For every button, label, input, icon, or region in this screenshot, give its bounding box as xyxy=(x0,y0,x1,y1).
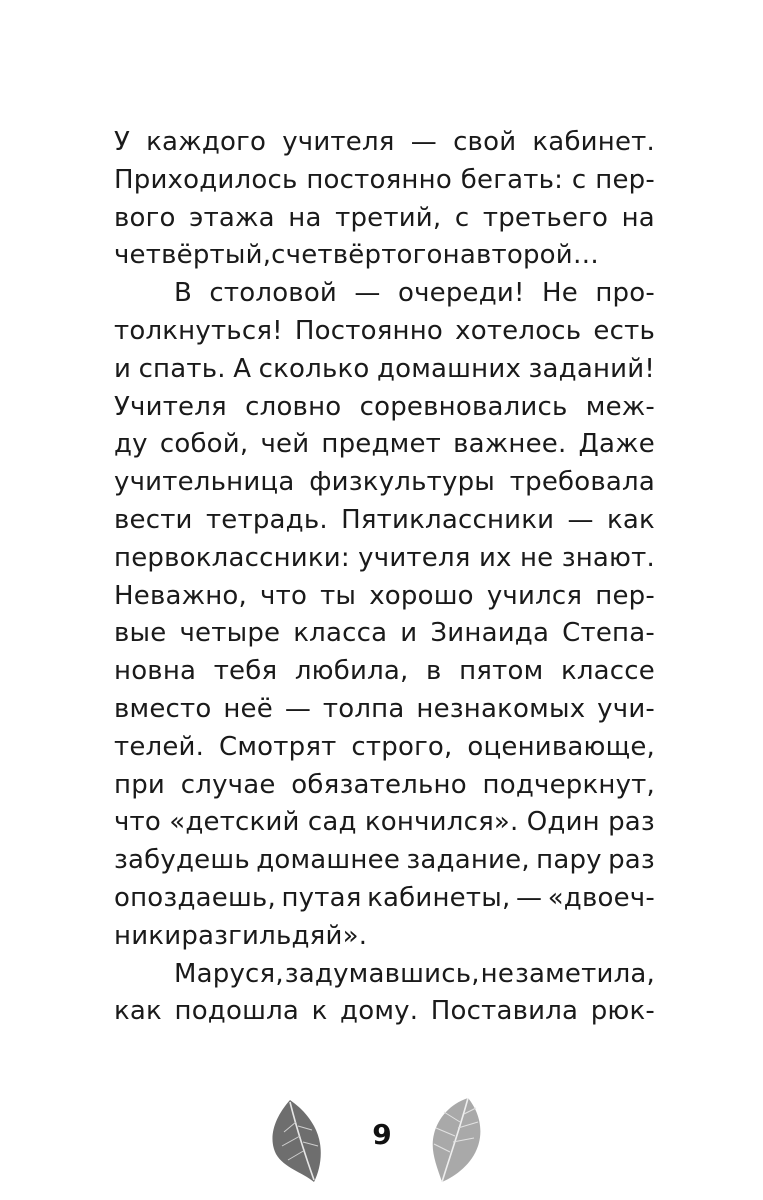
text-line xyxy=(114,767,655,805)
word: чей xyxy=(260,429,310,460)
word: «детский xyxy=(169,807,300,838)
word: Пятиклассники xyxy=(341,504,555,535)
word: опоздаешь, xyxy=(114,882,276,913)
word: что xyxy=(114,807,162,838)
word: требовала xyxy=(509,467,655,498)
word: кабинеты, xyxy=(367,882,511,913)
word: новна xyxy=(114,656,197,687)
word: Постоянно xyxy=(294,315,444,346)
word: и xyxy=(400,618,418,649)
text-line xyxy=(114,313,655,351)
word: классе xyxy=(560,656,655,687)
text-line xyxy=(114,691,655,729)
word: задание, xyxy=(406,845,530,876)
word: вого xyxy=(114,202,176,233)
word: вые xyxy=(114,618,167,649)
word: знают. xyxy=(561,542,655,573)
text-line xyxy=(114,578,655,616)
word: толкнуться! xyxy=(114,315,283,346)
word: как xyxy=(114,996,162,1027)
word: раз xyxy=(608,845,655,876)
word: физкультуры xyxy=(309,467,495,498)
word: с xyxy=(271,240,286,271)
word: задумавшись, xyxy=(284,958,480,989)
word: словно xyxy=(245,391,342,422)
text-line xyxy=(114,200,655,238)
text-line xyxy=(114,729,655,767)
word: телей. xyxy=(114,731,205,762)
word: — xyxy=(410,127,437,157)
word: любила, xyxy=(294,656,409,687)
word: Степа- xyxy=(562,618,655,649)
word: свой xyxy=(453,127,517,157)
word: к xyxy=(311,996,328,1027)
word: ник xyxy=(114,920,165,951)
page-number: 9 xyxy=(372,1118,392,1151)
word: Не xyxy=(542,278,578,309)
word: меж- xyxy=(585,391,655,422)
word: обязательно xyxy=(291,769,467,800)
word: учителя xyxy=(358,542,471,573)
leaf-right-icon xyxy=(420,1090,490,1186)
word: подчеркнут, xyxy=(482,769,655,800)
word: второй… xyxy=(475,240,600,271)
word: «двоеч- xyxy=(547,882,655,913)
word: вести xyxy=(114,504,193,535)
text-line xyxy=(114,389,655,427)
word: учи- xyxy=(597,693,655,724)
text-line xyxy=(114,464,655,502)
word: с xyxy=(454,202,470,233)
text-line xyxy=(114,918,655,956)
word: неё xyxy=(223,693,273,724)
text-line xyxy=(114,351,655,389)
word: — xyxy=(354,278,381,309)
word: на xyxy=(442,240,476,271)
word: на xyxy=(621,202,655,233)
word: их xyxy=(478,542,512,573)
body-text xyxy=(114,124,655,1031)
word: толпа xyxy=(322,693,405,724)
word: Неважно, xyxy=(114,580,247,611)
word: собой, xyxy=(159,429,249,460)
word: А xyxy=(233,353,252,384)
word: не xyxy=(519,542,554,573)
word: Маруся, xyxy=(174,958,284,989)
text-line xyxy=(114,162,655,200)
word: и xyxy=(164,920,182,951)
word: четыре xyxy=(179,618,281,649)
text-line xyxy=(114,275,655,313)
word: путая xyxy=(281,882,362,913)
text-line xyxy=(114,653,655,691)
word: незнакомых xyxy=(416,693,586,724)
word: Поставила xyxy=(430,996,579,1027)
text-line xyxy=(114,804,655,842)
word: тебя xyxy=(213,656,278,687)
word: постоянно xyxy=(306,164,452,195)
word: каждого xyxy=(146,127,267,157)
word: учился xyxy=(486,580,583,611)
text-line xyxy=(114,880,655,918)
word: четвёртый, xyxy=(114,240,272,271)
word: соревновались xyxy=(359,391,568,422)
word: пер- xyxy=(595,164,655,195)
word: этажа xyxy=(189,202,275,233)
text-line xyxy=(114,842,655,880)
word: важнее. xyxy=(453,429,567,460)
word: строго, xyxy=(351,731,453,762)
word: ты xyxy=(320,580,357,611)
text-line xyxy=(114,237,655,275)
word: — xyxy=(515,882,543,913)
word: в xyxy=(426,656,442,687)
page-footer xyxy=(0,1090,763,1200)
text-line xyxy=(114,540,655,578)
word: при xyxy=(114,769,166,800)
text-line xyxy=(114,426,655,464)
word: первоклассники: xyxy=(114,542,350,573)
word: домашнее xyxy=(256,845,401,876)
word: кабинет. xyxy=(532,127,655,157)
word: Учителя xyxy=(114,391,227,422)
text-line xyxy=(114,993,655,1031)
word: В xyxy=(174,278,193,309)
word: пер- xyxy=(595,580,655,611)
word: ду xyxy=(114,429,148,460)
word: У xyxy=(114,127,131,157)
word: столовой xyxy=(209,278,338,309)
word: случае xyxy=(180,769,276,800)
word: тетрадь. xyxy=(205,504,328,535)
word: раз xyxy=(608,807,655,838)
word: пару xyxy=(536,845,602,876)
word: Один xyxy=(526,807,600,838)
word: пятом xyxy=(459,656,544,687)
word: четвёртого xyxy=(285,240,443,271)
word: Приходилось xyxy=(114,164,298,195)
word: бегать: xyxy=(460,164,564,195)
word: забудешь xyxy=(114,845,250,876)
word: про- xyxy=(595,278,655,309)
word: спать. xyxy=(138,353,226,384)
text-line xyxy=(114,502,655,540)
word: сад xyxy=(307,807,357,838)
word: Зинаида xyxy=(430,618,550,649)
word: класса xyxy=(293,618,388,649)
word: вместо xyxy=(114,693,212,724)
word: хотелось xyxy=(455,315,582,346)
word: Смотрят xyxy=(219,731,337,762)
word: не xyxy=(480,958,515,989)
word: — xyxy=(284,693,312,724)
word: подошла xyxy=(174,996,300,1027)
word: кончился». xyxy=(364,807,519,838)
word: третий, xyxy=(335,202,442,233)
word: учительница xyxy=(114,467,295,498)
word: заданий! xyxy=(528,353,655,384)
word: разгильдяй». xyxy=(181,920,368,951)
word: Даже xyxy=(578,429,655,460)
word: заметила, xyxy=(514,958,655,989)
word: оценивающе, xyxy=(467,731,655,762)
word: сколько xyxy=(258,353,370,384)
word: очереди! xyxy=(397,278,525,309)
word: как xyxy=(607,504,655,535)
word: предмет xyxy=(321,429,442,460)
word: учителя xyxy=(282,127,395,157)
word: с xyxy=(571,164,587,195)
word: третьего xyxy=(482,202,609,233)
word: на xyxy=(288,202,322,233)
text-line xyxy=(114,615,655,653)
word: рюк- xyxy=(590,996,655,1027)
word: есть xyxy=(593,315,655,346)
word: хорошо xyxy=(369,580,474,611)
word: что xyxy=(260,580,308,611)
text-line xyxy=(114,124,655,162)
word: и xyxy=(114,353,132,384)
leaf-left-icon xyxy=(262,1096,332,1184)
word: домашних xyxy=(376,353,522,384)
word: — xyxy=(567,504,594,535)
word: дому. xyxy=(340,996,419,1027)
text-line xyxy=(114,956,655,994)
